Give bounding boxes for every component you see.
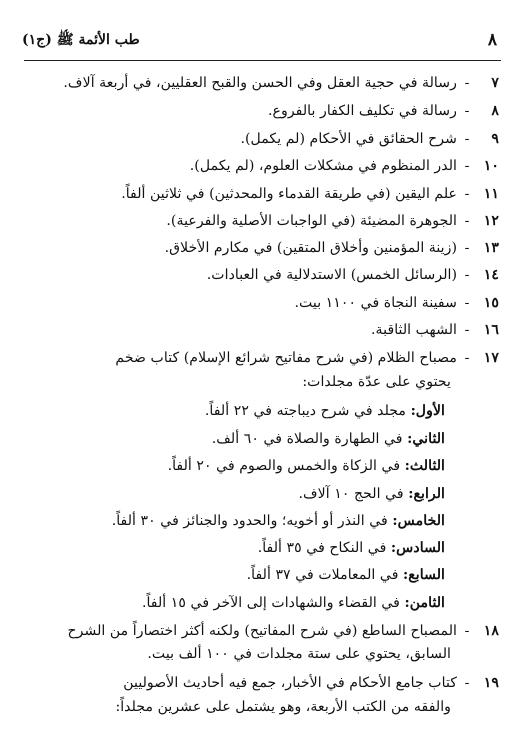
item-text: رسالة في تكليف الكفار بالفروع. <box>268 103 457 119</box>
volume-line <box>20 428 445 450</box>
list-item: ١١-علم اليقين (في طريقة القدماء والمحدثين) في ثلاثين ألفاً. <box>20 183 499 205</box>
volume-label: الثاني: <box>407 431 445 447</box>
volume-text: في النذر أو أخويه؛ والحدود والجنائز في ٣٠ ألفاً. <box>111 513 388 529</box>
item-text: الشهب الثاقبة. <box>371 322 457 338</box>
list-item: ٩-شرح الحقائق في الأحكام (لم يكمل). <box>20 128 499 150</box>
item-number: ٩ <box>491 131 499 147</box>
list-item: ١٤-(الرسائل الخمس) الاستدلالية في العبادات. <box>20 264 499 286</box>
list-item: ١٨-المصباح الساطع (في شرح المفاتيح) ولكنه أكثر اختصاراً من الشرح <box>20 620 499 642</box>
volume-label: الخامس: <box>392 513 445 529</box>
list-item: ٧-رسالة في حجية العقل وفي الحسن والقبح العقليين، في أربعة آلاف. <box>20 72 499 94</box>
volume-text: في القضاء والشهادات إلى الآخر في ١٥ ألفاً. <box>141 595 400 611</box>
volume-line <box>20 510 445 532</box>
list-item: ١٠-الدر المنظوم في مشكلات العلوم، (لم يكمل). <box>20 155 499 177</box>
item-text: رسالة في حجية العقل وفي الحسن والقبح العقليين، في أربعة آلاف. <box>63 75 457 91</box>
item-number: ١٨ <box>483 623 499 639</box>
item-number: ٧ <box>491 75 499 91</box>
volume-text: في المعاملات في ٣٧ ألفاً. <box>246 567 399 583</box>
header-rule <box>24 60 501 61</box>
volume-label: الثامن: <box>404 595 445 611</box>
item-text: الدر المنظوم في مشكلات العلوم، (لم يكمل). <box>189 158 457 174</box>
item-text: الجوهرة المضيئة (في الواجبات الأصلية والفرعية). <box>166 213 457 229</box>
item-number: ١٠ <box>483 158 499 174</box>
item-text: مصباح الظلام (في شرح مفاتيح شرائع الإسلام) كتاب ضخم <box>115 350 457 366</box>
list-item: ١٢-الجوهرة المضيئة (في الواجبات الأصلية والفرعية). <box>20 210 499 232</box>
item-continuation: يحتوي على عدّة مجلدات: <box>302 374 451 390</box>
volume-label: السادس: <box>390 540 445 556</box>
volume-text: في الزكاة والخمس والصوم في ٢٠ ألفاً. <box>167 458 401 474</box>
item-text: المصباح الساطع (في شرح المفاتيح) ولكنه أكثر اختصاراً من الشرح <box>67 623 457 639</box>
volume-line <box>20 592 445 614</box>
volume-text: في الحج ١٠ آلاف. <box>298 486 404 502</box>
item-text: كتاب جامع الأحكام في الأخبار، جمع فيه أحاديث الأصوليين <box>123 675 457 691</box>
volume-text: مجلد في شرح ديباجته في ٢٢ ألفاً. <box>204 403 407 419</box>
list-item: ١٦-الشهب الثاقبة. <box>20 319 499 341</box>
volume-line <box>20 537 445 559</box>
item-continuation: السابق، يحتوي على ستة مجلدات في ١٠٠ ألف بيت. <box>147 646 451 662</box>
volume-label: الثالث: <box>404 458 445 474</box>
item-continuation: والفقه من الكتب الأربعة، وهو يشتمل على عشرين مجلداً: <box>115 699 451 715</box>
list-item: ٨-رسالة في تكليف الكفار بالفروع. <box>20 100 499 122</box>
item-number: ١٧ <box>483 350 499 366</box>
volume-label: الأول: <box>410 403 445 419</box>
page-number: ٨ <box>487 30 497 50</box>
item-number: ١١ <box>483 186 499 202</box>
volume-line <box>20 400 445 422</box>
list-item: ١٥-سفينة النجاة في ١١٠٠ بيت. <box>20 292 499 314</box>
page-header <box>22 30 497 54</box>
item-number: ١٤ <box>483 267 499 283</box>
volume-line <box>20 455 445 477</box>
volume-label: السابع: <box>403 567 445 583</box>
running-title: طب الأئمة ﷺ (ج١) <box>22 32 140 48</box>
volume-line <box>20 483 445 505</box>
volume-text: في النكاح في ٣٥ ألفاً. <box>257 540 387 556</box>
item-number: ١٩ <box>483 675 499 691</box>
item-number: ١٥ <box>483 295 499 311</box>
item-text: سفينة النجاة في ١١٠٠ بيت. <box>294 295 457 311</box>
item-text: شرح الحقائق في الأحكام (لم يكمل). <box>240 131 457 147</box>
volume-text: في الطهارة والصلاة في ٦٠ ألف. <box>211 431 403 447</box>
item-number: ١٢ <box>483 213 499 229</box>
item-text: (زينة المؤمنين وأخلاق المتقين) في مكارم الأخلاق. <box>164 240 457 256</box>
item-text: علم اليقين (في طريقة القدماء والمحدثين) في ثلاثين ألفاً. <box>121 186 457 202</box>
item-text: (الرسائل الخمس) الاستدلالية في العبادات. <box>206 267 457 283</box>
list-item: ١٩-كتاب جامع الأحكام في الأخبار، جمع فيه أحاديث الأصوليين <box>20 672 499 694</box>
volume-line <box>20 564 445 586</box>
list-item: ١٧-مصباح الظلام (في شرح مفاتيح شرائع الإسلام) كتاب ضخم <box>20 347 499 369</box>
item-number: ١٦ <box>483 322 499 338</box>
item-number: ١٣ <box>483 240 499 256</box>
volume-label: الرابع: <box>408 486 445 502</box>
item-number: ٨ <box>491 103 499 119</box>
list-item: ١٣-(زينة المؤمنين وأخلاق المتقين) في مكارم الأخلاق. <box>20 237 499 259</box>
